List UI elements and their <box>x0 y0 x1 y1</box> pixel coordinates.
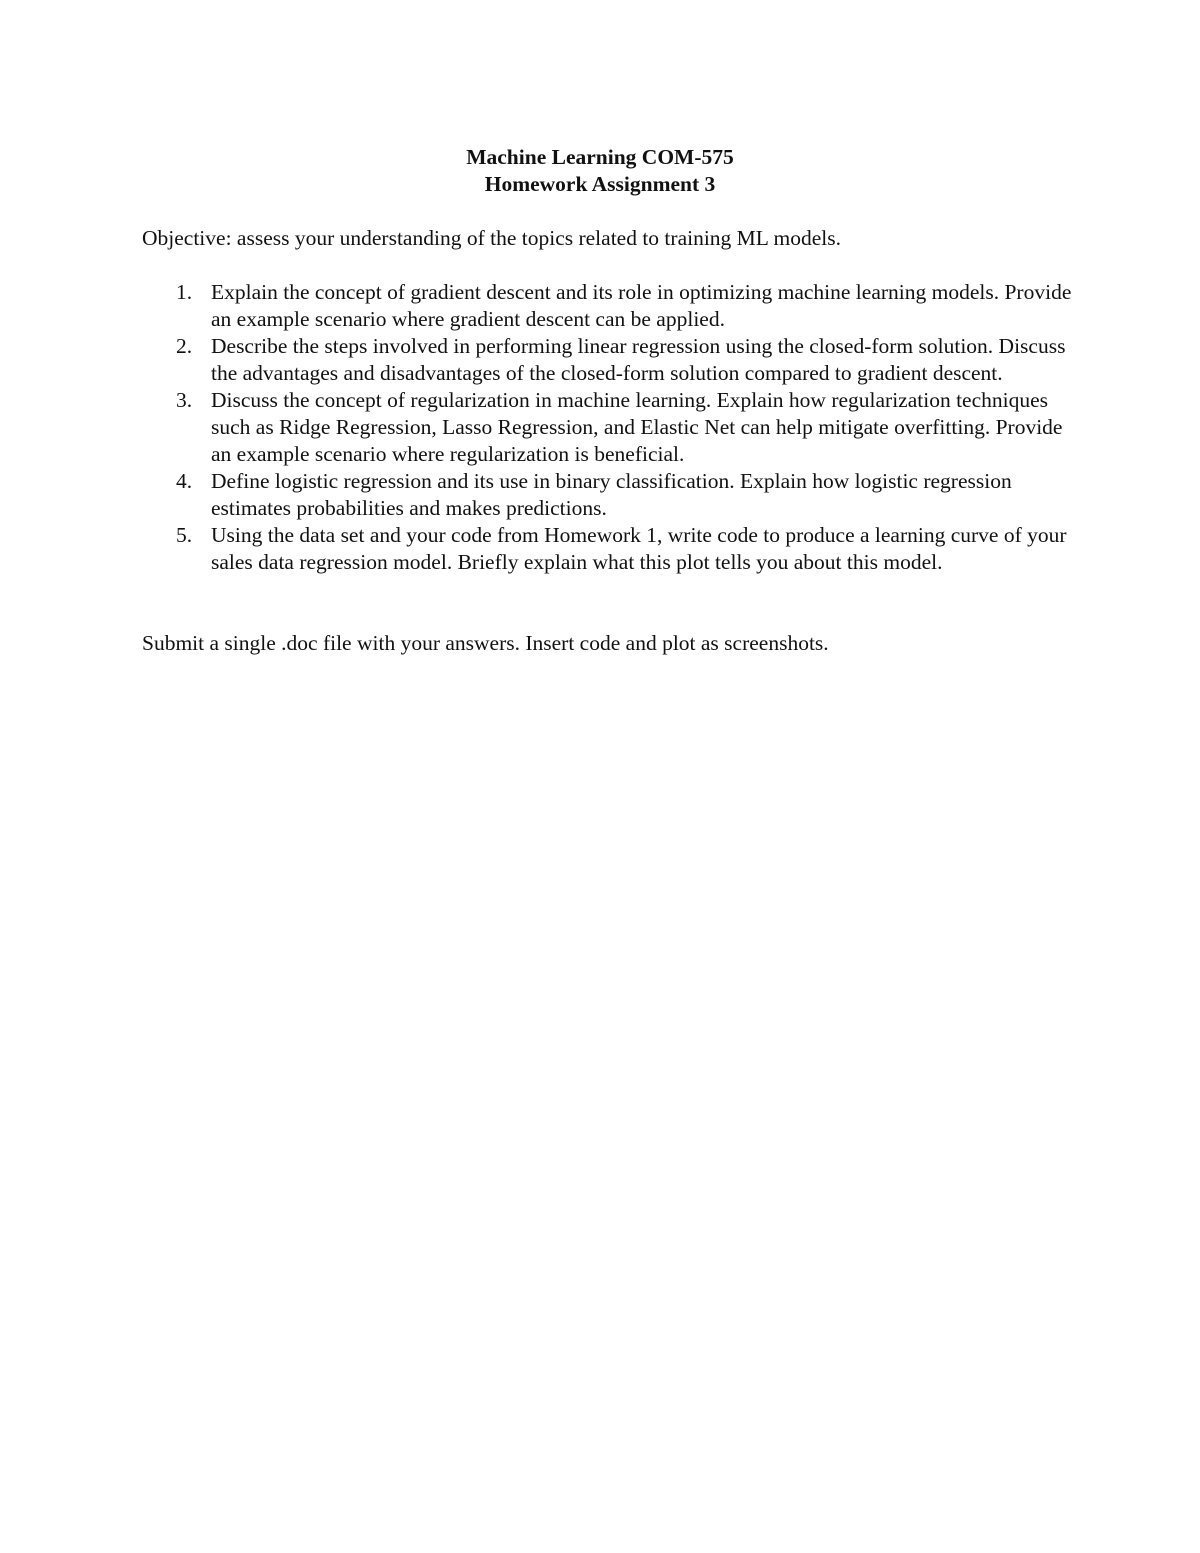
question-item <box>142 387 1082 468</box>
question-text: Explain the concept of gradient descent and its role in optimizing machine learning models. Provide an example scenario where gradient descent can be applied. <box>211 280 1072 331</box>
question-text: Using the data set and your code from Homework 1, write code to produce a learning curve of your sales data regression model. Briefly explain what this plot tells you about this model. <box>211 523 1067 574</box>
question-list <box>142 279 1082 576</box>
title-block <box>0 144 1200 198</box>
question-text: Describe the steps involved in performing linear regression using the closed-form solution. Discuss the advantages and disadvantages of the closed-form solution compared to gradient descent. <box>211 334 1066 385</box>
document-title: Machine Learning COM-575 <box>466 145 734 169</box>
question-item <box>142 468 1082 522</box>
question-number: 3. <box>176 388 193 412</box>
question-item <box>142 333 1082 387</box>
question-number: 2. <box>176 334 193 358</box>
question-number: 4. <box>176 469 193 493</box>
question-item <box>142 279 1082 333</box>
question-number: 1. <box>176 280 193 304</box>
document-subtitle: Homework Assignment 3 <box>484 172 716 196</box>
question-text: Discuss the concept of regularization in machine learning. Explain how regularization techniques such as Ridge Regression, Lasso Regression, and Elastic Net can help mitigate overfitting. Provide an example scenario where regularization is beneficial. <box>211 388 1063 466</box>
objective-text: Objective: assess your understanding of the topics related to training ML models. <box>142 226 841 250</box>
question-number: 5. <box>176 523 193 547</box>
question-text: Define logistic regression and its use in binary classification. Explain how logistic regression estimates probabilities and makes predictions. <box>211 469 1012 520</box>
submission-instructions: Submit a single .doc file with your answers. Insert code and plot as screenshots. <box>142 631 829 655</box>
question-item <box>142 522 1082 576</box>
